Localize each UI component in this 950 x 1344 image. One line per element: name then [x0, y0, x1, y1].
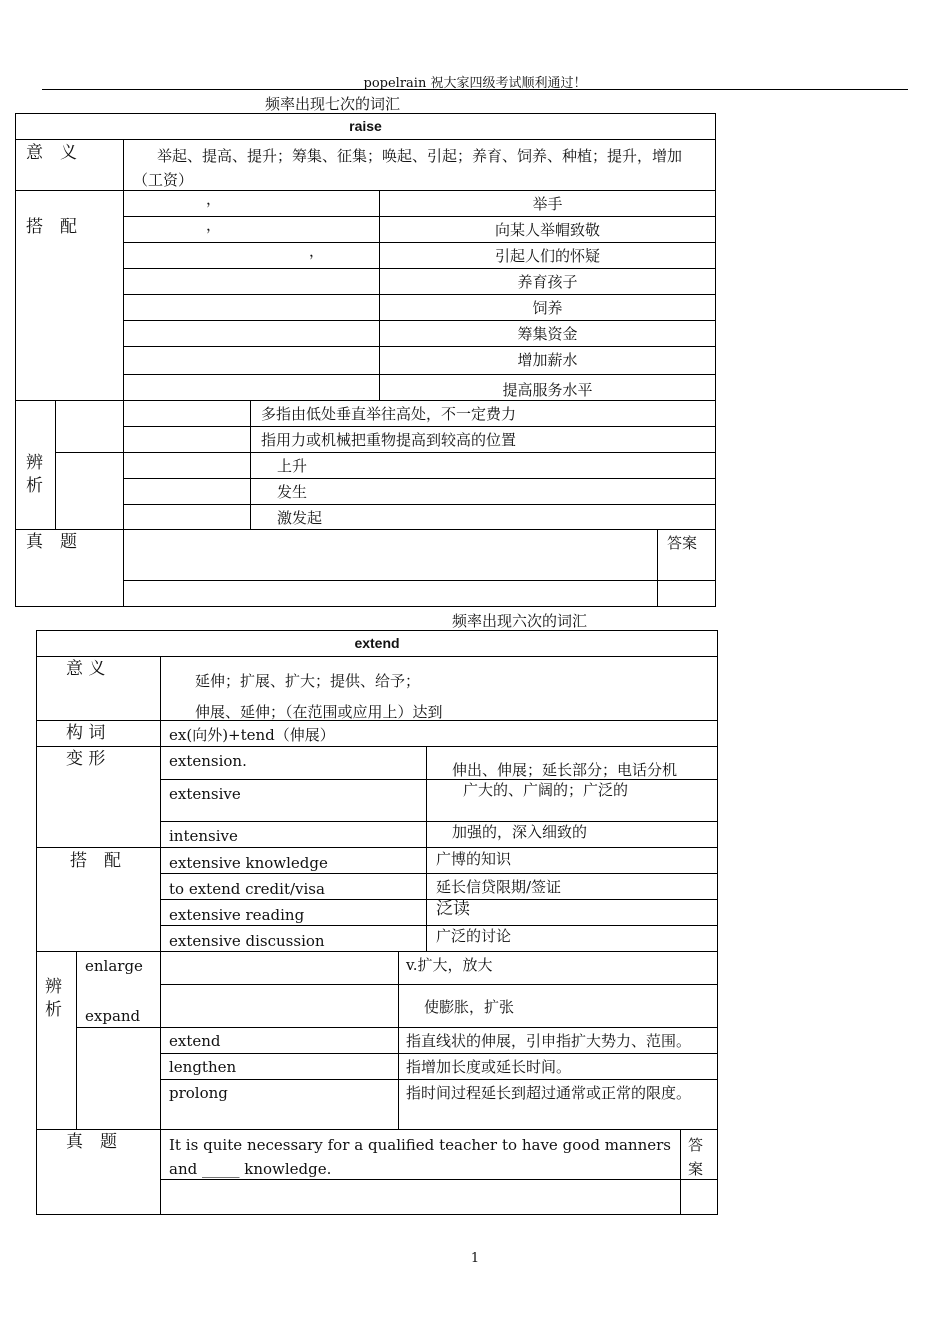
- extend-collocation-label: 搭 配: [70, 851, 121, 871]
- raise-analysis-text: 发生: [277, 483, 308, 501]
- section1-title: 频率出现七次的词汇: [265, 95, 401, 113]
- extend-analysis-word: expand: [85, 1007, 141, 1025]
- raise-collocation-meaning: 提高服务水平: [502, 381, 593, 399]
- extend-analysis-label: 辨析: [45, 977, 62, 1020]
- extend-analysis-word: enlarge: [85, 957, 143, 975]
- raise-collocation-label: 搭 配: [26, 217, 77, 237]
- extend-collocation-meaning: 广泛的讨论: [436, 927, 512, 945]
- extend-analysis-row-text: 指直线状的伸展，引申指扩大势力、范围。: [406, 1032, 692, 1050]
- raise-collocation-meaning: 向某人举帽致敬: [494, 221, 600, 239]
- raise-meaning-label: 意 义: [26, 143, 77, 163]
- extend-analysis-word-def: 使膨胀，扩张: [424, 998, 515, 1016]
- extend-collocation-meaning: 延长信贷限期/签证: [436, 878, 562, 896]
- raise-collocation-meaning: 引起人们的怀疑: [494, 247, 600, 265]
- extend-analysis-row-word: prolong: [169, 1084, 228, 1102]
- page-number: 1: [470, 1251, 480, 1266]
- extend-collocation-meaning: 广博的知识: [436, 850, 512, 868]
- section2-title: 频率出现六次的词汇: [452, 612, 588, 630]
- extend-formation: ex(向外)+tend（伸展）: [169, 726, 335, 744]
- extend-meaning-label: 意 义: [66, 659, 106, 679]
- raise-collocation-meaning: 举手: [532, 195, 563, 213]
- raise-collocation-meaning: 饲养: [532, 299, 563, 317]
- raise-exam-label: 真 题: [26, 532, 77, 552]
- raise-analysis-label: 辨析: [26, 453, 43, 496]
- page-header: popelrain 祝大家四级考试顺利通过！: [363, 76, 587, 91]
- extend-analysis-row-text: 指增加长度或延长时间。: [406, 1058, 572, 1076]
- raise-collocation-meaning: 养育孩子: [517, 273, 578, 291]
- raise-answer-label: 答案: [667, 534, 698, 552]
- raise-exam-question-cell: [123, 529, 658, 581]
- extend-form-word: intensive: [169, 827, 238, 845]
- extend-form-meaning: 广大的、广阔的；广泛的: [463, 781, 629, 799]
- extend-form-meaning: 加强的，深入细致的: [452, 823, 588, 841]
- extend-analysis-row-word: extend: [169, 1032, 221, 1050]
- raise-analysis-text: 上升: [277, 457, 308, 475]
- extend-exam-label: 真 题: [66, 1132, 117, 1152]
- extend-analysis-row-word: lengthen: [169, 1058, 237, 1076]
- extend-collocation-meaning: 泛读: [436, 899, 470, 919]
- extend-formation-label: 构 词: [66, 723, 106, 743]
- raise-analysis-text: 激发起: [277, 509, 323, 527]
- raise-collocation-meaning: 筹集资金: [517, 325, 578, 343]
- raise-meaning: 举起、提高、提升；筹集、征集；唤起、引起；养育、饲养、种植；提升，增加（工资）: [133, 147, 683, 189]
- raise-comma: ，: [206, 216, 222, 234]
- extend-forms-label: 变 形: [66, 749, 106, 769]
- raise-collocation-meaning: 增加薪水: [517, 351, 578, 369]
- extend-answer-label: 答案: [688, 1136, 704, 1178]
- extend-meaning-line1: 延伸；扩展、扩大；提供、给予；: [195, 672, 421, 690]
- extend-analysis-word-def: v.扩大，放大: [406, 956, 493, 974]
- extend-collocation-phrase: extensive discussion: [169, 932, 325, 950]
- extend-analysis-row-text: 指时间过程延长到超过通常或正常的限度。: [406, 1084, 692, 1102]
- raise-comma: ，: [206, 190, 222, 208]
- extend-exam-question: It is quite necessary for a qualified teacher to have good manners and _____ knowledge.: [169, 1136, 671, 1178]
- extend-meaning-line2: 伸展、延伸；（在范围或应用上）达到: [195, 703, 443, 721]
- extend-form-meaning: 伸出、伸展；延长部分；电话分机: [452, 761, 678, 779]
- extend-collocation-phrase: to extend credit/visa: [169, 880, 325, 898]
- extend-word: extend: [354, 635, 400, 651]
- extend-form-word: extensive: [169, 785, 241, 803]
- extend-collocation-phrase: extensive knowledge: [169, 854, 328, 872]
- raise-analysis-text: 多指由低处垂直举往高处，不一定费力: [261, 405, 517, 423]
- extend-form-word: extension.: [169, 752, 247, 770]
- raise-word: raise: [349, 118, 382, 134]
- header-rule: [42, 89, 908, 90]
- raise-comma: ，: [309, 242, 325, 260]
- raise-analysis-text: 指用力或机械把重物提高到较高的位置: [261, 431, 517, 449]
- extend-collocation-phrase: extensive reading: [169, 906, 305, 924]
